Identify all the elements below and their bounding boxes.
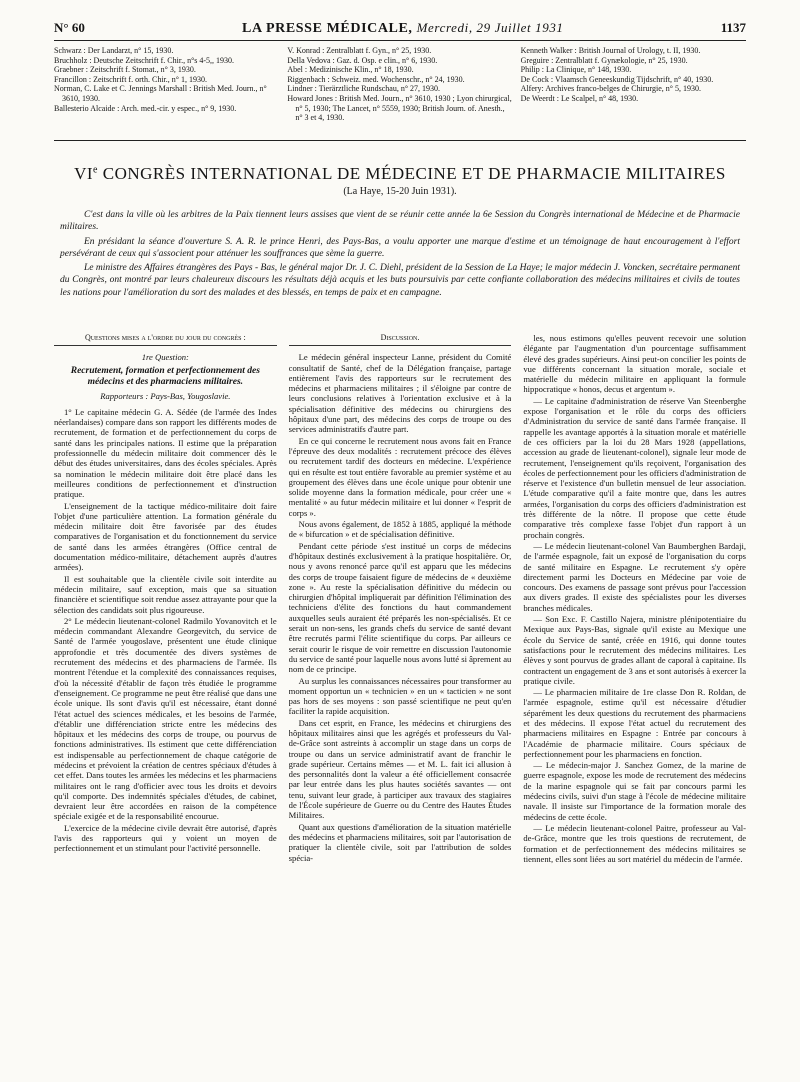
body-paragraph: Nous avons également, de 1852 à 1885, appliqué la méthode de « bifurcation » et de spécialisation définitive. bbox=[288, 519, 512, 540]
reference-item: De Weerdt : Le Scalpel, n° 48, 1930. bbox=[520, 93, 639, 103]
rapporteurs: Rapporteurs : Pays-Bas, Yougoslavie. bbox=[100, 390, 231, 401]
issue-date: Mercredi, 29 Juillet 1931 bbox=[416, 20, 564, 35]
reference-item: Schwarz : Der Landarzt, n° 15, 1930. bbox=[54, 46, 174, 55]
body-paragraph: — Le médecin-major J. Sanchez Gomez, de la marine de guerre espagnole, expose les mode de recrutement des médecins de la marine espagnole qui se fait par concours parmi les médecins civils, suivi d'un stage à l'école de médecine militaire navale. Il insiste sur l'importance de la formation morale des médecins de cette école. bbox=[523, 760, 747, 822]
reference-item: V. Konrad : Zentralblatt f. Gyn., n° 25, 1930. bbox=[287, 46, 432, 55]
body-paragraph: Le médecin général inspecteur Lanne, président du Comité consultatif de Santé, chef de la Délégation française, partage entièrement l'avis des rapporteurs sur le recrutement des médecins et pharmaciens militaires ; il s'éloigne par contre de leurs conclusions relatives à l'orientation exclusive et à la spécialisation définitive des médecins ou chirurgiens des hôpitaux d'une part, des médecins des corps de troupe ou des services administratifs d'autre part. bbox=[288, 352, 512, 435]
article-intro bbox=[60, 209, 740, 301]
references-block bbox=[54, 46, 746, 123]
body-paragraph: En ce qui concerne le recrutement nous avons fait en France l'épreuve des deux modalités : recrutement précoce des élèves ou recrutement tardif des docteurs en médecine. L'expérience qui en résulte est tout entière favorable au premier système et au groupement des élèves dans une école unique pour obtenir une solide moyenne dans la formation médicale, pour créer une « mentalité » au futur médecin militaire et lui donner « l'esprit de corps ». bbox=[288, 435, 512, 518]
body-paragraph: L'enseignement de la tactique médico-militaire doit faire l'objet d'une particulière attention. La formation générale du médecin militaire doit être favorisée par des études comparatives de l'organisation et du fonctionnement du service de santé dans les armées étrangères (Office central de documentation médico-militaire, détachement auprès d'autres armées). bbox=[54, 500, 277, 573]
reference-item: Lindner : Tierärztliche Rundschau, n° 27, 1930. bbox=[287, 84, 441, 94]
journal-title bbox=[242, 20, 564, 37]
reference-item: Kenneth Walker : British Journal of Urology, t. II, 1930. bbox=[520, 46, 701, 55]
reference-item: Alfery: Archives franco-belges de Chirurgie, n° 5, 1930. bbox=[520, 84, 701, 94]
body-paragraph: Au surplus les connaissances nécessaires pour transformer au moment opportun un « technicien » en un « tacticien » ne sont pas hors de ses moyens : son passé scientifique ne peut qu'en faciliter la rapide acquisition. bbox=[288, 675, 512, 717]
body-column-3 bbox=[523, 333, 746, 1068]
page-header bbox=[54, 20, 746, 40]
article-title bbox=[54, 164, 746, 184]
body-column-2 bbox=[289, 333, 512, 1068]
question-label: 1re Question: bbox=[141, 352, 189, 363]
title-prefix: VI bbox=[74, 164, 94, 183]
body-paragraph: 1° Le capitaine médecin G. A. Sédée (de l'armée des Indes néerlandaises) compare dans son rapport les différents modes de recrutement, de formation et de perfectionnement du corps de santé dans les principales nations. Il estime que la préparation professionnelle du médecin militaire doit commencer dès le début des études universitaires, dans des écoles spéciales. Après sa nomination le médecin militaire doit être placé dans les meilleures conditions de perfectionnement et d'instruction pratique. bbox=[54, 406, 277, 500]
body-paragraph: Il est souhaitable que la clientèle civile soit interdite au médecin militaire, sauf exception, mais que sa situation financière et scientifique soit rendue assez attrayante pour que la sélection des candidats soit plus rigoureuse. bbox=[54, 573, 277, 615]
reference-item: Ballesterio Alcaide : Arch. med.-cir. y espec., n° 9, 1930. bbox=[54, 103, 237, 113]
body-paragraph: Pendant cette période s'est institué un corps de médecins d'hôpitaux destinés exclusivement à la pratique hospitalière. Or, nous y avons renoncé parce qu'il est apparu que les médecins des corps de troupe faisaient figure de médecins de « deuxième zone ». Au reste la spécialisation définitive du médecin ou chirurgien d'hôpital impliquerait par définition l'élimination des techniciens d'élite des fonctions du haut commandement auxquelles seuls auraient été préparés les non-spécialisés. Et ce serait un non-sens, les grands chefs du service de santé devant être recrutés parmi l'élite scientifique du corps. Par ailleurs ce serait courir le risque de voir remettre en discussion l'autonomie du service de santé pour laquelle nous avons lutté si âprement au nom de ce principe. bbox=[288, 540, 512, 675]
references-column-1 bbox=[54, 46, 279, 123]
body-paragraph: L'exercice de la médecine civile devrait être autorisé, d'après l'avis des rapporteurs qui y voient un moyen de perfectionnement et un stimulant pour l'activité personnelle. bbox=[54, 822, 277, 854]
body-paragraph: — Le capitaine d'administration de réserve Van Steenberghe expose l'organisation et le rôle du corps des officiers d'Administration du service de santé dans l'armée française. Il rappelle les avantage apportés à la situation morale et matérielle de ces officiers par la loi du 28 Mars 1928 (appellations, accession au grade de lieutenant-colonel), signale leur mode de recrutement, l'enseignement qu'ils reçoivent, l'organisation des écoles de perfectionnement pour les officiers d'administration de réserve et l'existence d'un bulletin mensuel de leur association. L'étude comparative qu'il a faite montre que, dans les autres armées, l'organisation du corps des officiers d'administration est très différente de la nôtre. Il propose que cette étude comparative très complexe fasse l'objet d'un rapport à un prochain congrès. bbox=[523, 395, 747, 540]
article-body bbox=[54, 333, 746, 1068]
reference-item: De Cock : Vlaamsch Geneeskundig Tijdschrift, n° 40, 1930. bbox=[520, 74, 714, 84]
title-superscript: e bbox=[93, 164, 98, 176]
reference-item: Bruchholz : Deutsche Zeitschrift f. Chir., n°s 4-5,, 1930. bbox=[54, 55, 235, 65]
page-number: 1137 bbox=[720, 20, 746, 35]
references-rule bbox=[54, 140, 746, 141]
discussion-heading: Discussion. bbox=[289, 333, 512, 346]
body-paragraph: — Le médecin lieutenant-colonel Van Baumberghen Bardaji, de l'armée espagnole, fait un exposé de l'organisation du corps de santé militaire en Espagne. Le recrutement s'y opère directement parmi les Docteurs en Médecine par voie de concours. Des examens de passage sont prévus pour l'accession aux divers grades. Il existe des spécialistes pour les diverses branches médicales. bbox=[523, 540, 747, 613]
reference-item: Howard Jones : British Med. Journ., n° 3610, 1930 ; Lyon chirurgical, n° 5, 1930; The Lancet, n° 5559, 1930; British Journ. of. Anesth., n° 3 et 4, 1930. bbox=[287, 93, 512, 123]
question-title: Recrutement, formation et perfectionnement des médecins et des pharmaciens militaires. bbox=[70, 365, 260, 387]
reference-item: Norman, C. Lake et C. Jennings Marshall : British Med. Journ., n° 3610, 1930. bbox=[54, 84, 267, 103]
header-rule bbox=[54, 40, 746, 41]
journal-name: LA PRESSE MÉDICALE, bbox=[242, 21, 413, 36]
article-subtitle: (La Haye, 15-20 Juin 1931). bbox=[343, 186, 457, 197]
references-column-2 bbox=[287, 46, 512, 123]
reference-item: Riggenbach : Schweiz. med. Wochenschr., n° 24, 1930. bbox=[287, 74, 465, 84]
reference-item: Greguire : Zentralblatt f. Gynækologie, n° 25, 1930. bbox=[520, 55, 688, 65]
body-paragraph: les, nous estimons qu'elles peuvent recevoir une solution élégante par l'augmentation d'un pourcentage suffisamment élevé des grades supérieurs. Ainsi peut-on concilier les points de vue différents concernant la situation morale, sociale et matérielle du médecin militaire en appliquant la formule hippocratique « honos, decus et argentum ». bbox=[523, 333, 747, 395]
body-paragraph: — Le médecin lieutenant-colonel Paitre, professeur au Val-de-Grâce, montre que les trois questions de recrutement, de formation et de perfectionnement des médecins militaires se tiennent, elles sont liées au sort matériel du médecin de l'armée. bbox=[523, 822, 747, 864]
body-paragraph: Quant aux questions d'amélioration de la situation matérielle des médecins et pharmaciens militaires, soit par l'autorisation de pratiquer la clientèle civile, soit par l'attribution de soldes spécia- bbox=[288, 821, 512, 863]
reference-item: Francillon : Zeitschrift f. orth. Chir., n° 1, 1930. bbox=[54, 74, 207, 84]
body-column-1 bbox=[54, 333, 277, 1068]
reference-item: Abel : Medizinische Klin., n° 18, 1930. bbox=[287, 65, 414, 75]
issue-number: N° 60 bbox=[54, 20, 85, 35]
body-paragraph: — Son Exc. F. Castillo Najera, ministre plénipotentiaire du Mexique aux Pays-Bas, signale qu'il existe au Mexique une école du Service de santé, créée en 1916, qui donne toutes satisfactions pour le recrutement des médecins militaires. Les élèves y sont pourvus de grades allant de caporal à capitaine. Ils contractent un engagement de 3 ans et sont autorisés à exercer la pratique civile. bbox=[523, 614, 747, 686]
intro-paragraph: Le ministre des Affaires étrangères des Pays - Bas, le général major Dr. J. C. Diehl, président de la Session de La Haye; le major médecin J. Voncken, secrétaire permanent du Congrès, ont montré par leurs chaleureux discours les résultats déjà acquis et les buts poursuivis par cette confiante collaboration des médecins militaires et civils de toutes les nations pour l'amélioration du sort des malades et des blessés, en temps de paix et en campagne. bbox=[60, 263, 740, 298]
intro-paragraph: En présidant la séance d'ouverture S. A. R. le prince Henri, des Pays-Bas, a voulu apporter une marque d'estime et un témoignage de haut encouragement à l'effort persévérant de ceux qui s'associent pour atténuer les souffrances que sème la guerre. bbox=[60, 236, 740, 259]
title-text: CONGRÈS INTERNATIONAL DE MÉDECINE ET DE PHARMACIE MILITAIRES bbox=[98, 164, 726, 183]
agenda-heading: Questions mises a l'ordre du jour du congrès : bbox=[54, 333, 277, 346]
reference-item: Graebner : Zeitschrift f. Stomat., n° 3, 1930. bbox=[54, 65, 196, 75]
body-paragraph: Dans cet esprit, en France, les médecins et chirurgiens des hôpitaux militaires ainsi que les agrégés et professeurs du Val-de-Grâce sont astreints à accomplir un stage dans un corps de troupe ou dans un service administratif avant de franchir le grade supérieur. Certains mêmes — et M. L. fait ici allusion à des personnalités dont la valeur a été officiellement consacrée par leur entrée dans les plus hautes sociétés savantes — ont tenu, suivant leur grade, à participer aux travaux des stagiaires de l'École supérieure de Guerre ou du Centre des Hautes Études Militaires. bbox=[288, 717, 512, 821]
body-paragraph: 2° Le médecin lieutenant-colonel Radmilo Yovanovitch et le médecin commandant Alexandre Georgevitch, du service de Santé de l'armée yougoslave, présentent une étude clinique approfondie et très documentée des divers systèmes de recrutement des médecins et des pharmaciens de l'armée. Ils montrent l'étendue et la complexité des connaissances requises, d'où la nécessité d'établir de façon très étudiée le programme d'enseignement. Ce programme ne peut être réalisé que dans une école unique. Ils sont d'avis qu'il est nécessaire, étant donné l'état actuel des sciences médicales, et les besoins de l'armée, d'établir une différenciation stricte entre les médecins des hôpitaux et les médecins des corps de troupe, ou pourvus de fonctions administratives. Ils estiment que cette différenciation est indispensable au perfectionnement de chaque catégorie de médecins et prévoient la création de centres spéciaux d'études à cet effet. Dans toutes les armées les médecins et les pharmaciens militaires ont le rang d'officier avec tous les droits et devoirs qu'il comporte. Des indemnités spéciales d'études, de cabinet, devraient leur être accordées en raison de la compétence spéciale exigée et de la responsabilité encourue. bbox=[54, 615, 277, 822]
references-column-3 bbox=[521, 46, 746, 123]
body-paragraph: — Le pharmacien militaire de 1re classe Don R. Roldan, de l'armée espagnole, estime qu'il est nécessaire d'étudier séparément les deux questions du recrutement des pharmaciens et des médecins. Il expose l'état actuel du recrutement des pharmaciens militaires en Espagne : Entrée par concours à l'Académie de pharmacie militaire. Cours spéciaux de perfectionnement pour les pharmaciens en fonction. bbox=[523, 687, 747, 759]
reference-item: Philip : La Clinique, n° 148, 1930. bbox=[520, 65, 632, 75]
intro-paragraph: C'est dans la ville où les arbitres de la Paix tiennent leurs assises que vient de se réunir cette année la 6e Session du Congrès international de Médecine et de Pharmacie militaires. bbox=[60, 210, 740, 233]
reference-item: Della Vedova : Gaz. d. Osp. e clin., n° 6, 1930. bbox=[287, 55, 438, 65]
